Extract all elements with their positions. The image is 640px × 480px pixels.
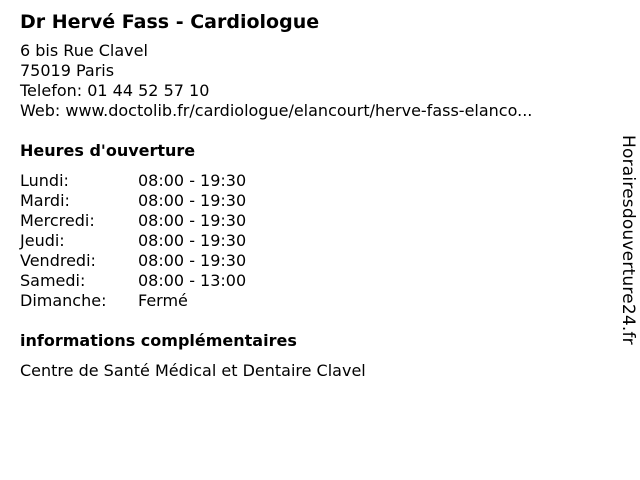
time-value: 08:00 - 19:30: [138, 171, 247, 190]
site-watermark: Horairesdouverture24.fr: [618, 135, 638, 345]
day-label: Lundi:: [20, 171, 69, 190]
time-value: 08:00 - 19:30: [138, 211, 247, 230]
hours-row-thursday: [20, 231, 246, 251]
address-line-2: 75019 Paris: [20, 61, 115, 80]
day-label: Mercredi:: [20, 211, 95, 230]
address-line-1: 6 bis Rue Clavel: [20, 41, 148, 60]
business-card: [20, 9, 600, 381]
hours-row-friday: [20, 251, 246, 271]
additional-info-text: Centre de Santé Médical et Dentaire Clavel: [20, 361, 366, 380]
day-label: Jeudi:: [20, 231, 65, 250]
day-label: Mardi:: [20, 191, 70, 210]
time-value: 08:00 - 13:00: [138, 271, 247, 290]
hours-row-saturday: [20, 271, 246, 291]
day-label: Samedi:: [20, 271, 86, 290]
time-value: 08:00 - 19:30: [138, 191, 247, 210]
phone-line: Telefon: 01 44 52 57 10: [20, 81, 210, 100]
hours-row-wednesday: [20, 211, 246, 231]
business-title: Dr Hervé Fass - Cardiologue: [20, 11, 320, 33]
day-label: Vendredi:: [20, 251, 96, 270]
website-line: Web: www.doctolib.fr/cardiologue/elancourt/herve-fass-elanco...: [20, 101, 533, 120]
time-value: 08:00 - 19:30: [138, 231, 247, 250]
hours-row-monday: [20, 171, 246, 191]
hours-row-sunday: [20, 291, 246, 311]
opening-hours-heading: Heures d'ouverture: [20, 141, 196, 160]
additional-info-heading: informations complémentaires: [20, 331, 297, 350]
time-value: Fermé: [138, 291, 188, 310]
opening-hours-table: [20, 171, 246, 311]
hours-row-tuesday: [20, 191, 246, 211]
day-label: Dimanche:: [20, 291, 107, 310]
time-value: 08:00 - 19:30: [138, 251, 247, 270]
